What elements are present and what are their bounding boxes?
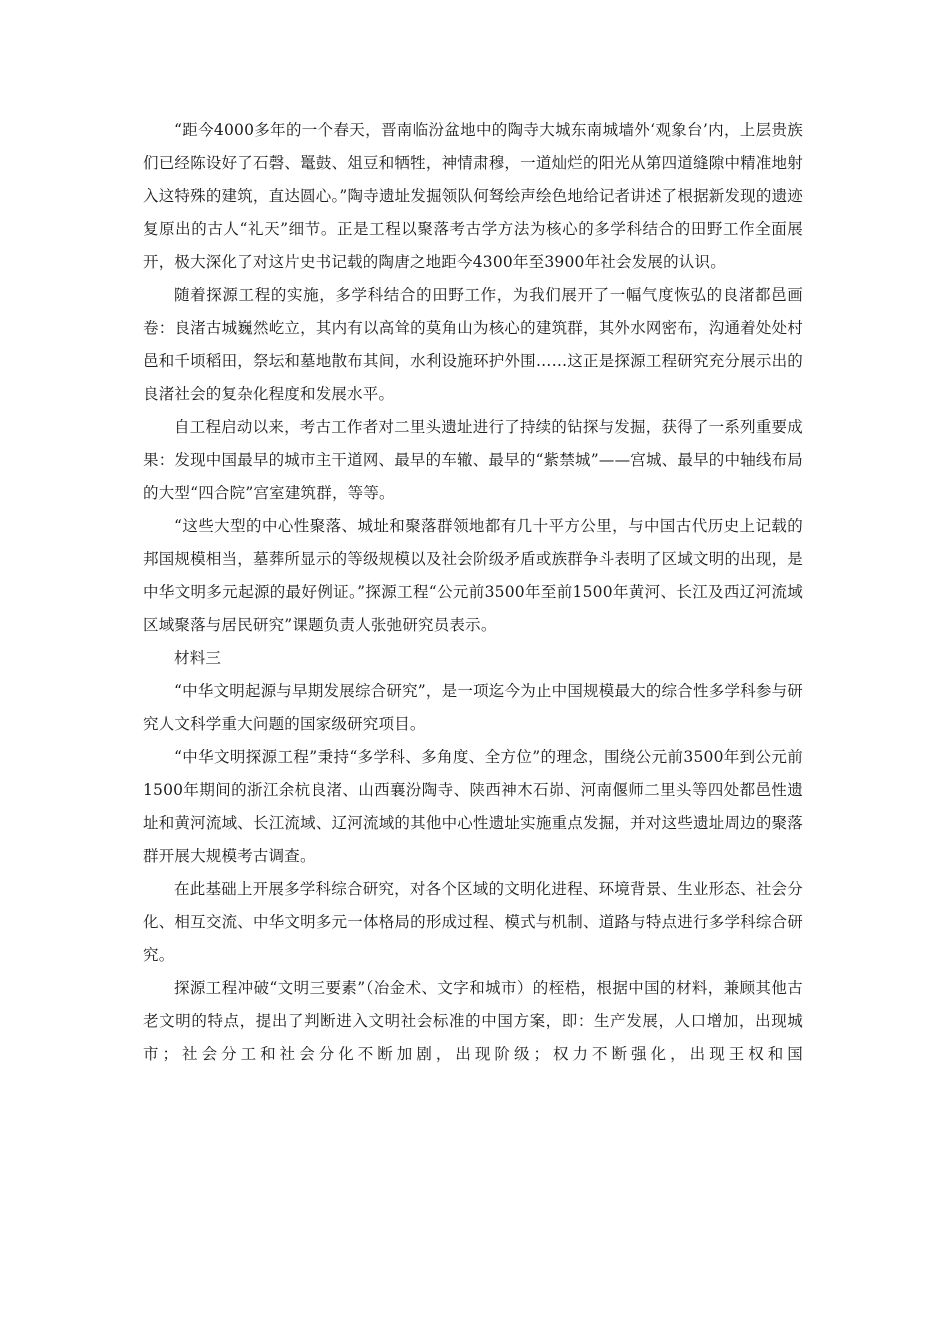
paragraph-taosi-observatory: “距今4000多年的一个春天，晋南临汾盆地中的陶寺大城东南城墙外‘观象台’内，上层贵族们已经陈设好了石磬、鼍鼓、俎豆和牺牲，神情肃穆，一道灿烂的阳光从第四道缝隙中精准地射入这特殊的建筑，直达圆心。”陶寺遗址发掘领队何驽绘声绘色地给记者讲述了根据新发现的遗迹复原出的古人“礼天”细节。正是工程以聚落考古学方法为核心的多学科结合的田野工作全面展开，极大深化了对这片史书记载的陶唐之地距今4300年至3900年社会发展的认识。	[143, 121, 803, 271]
paragraph-chinese-criteria: 探源工程冲破“文明三要素”（冶金术、文字和城市）的桎梏，根据中国的材料，兼顾其他古老文明的特点，提出了判断进入文明社会标准的中国方案，即：生产发展，人口增加，出现城市；社会分工和社会分化不断加剧，出现阶级；权力不断强化，出现王权和国	[143, 979, 803, 1063]
paragraph-liangzhu: 随着探源工程的实施，多学科结合的田野工作，为我们展开了一幅气度恢弘的良渚都邑画卷：良渚古城巍然屹立，其内有以高耸的莫角山为核心的建筑群，其外水网密布，沟通着处处村邑和千顷稻田，祭坛和墓地散布其间，水利设施环护外围……这正是探源工程研究充分展示出的良渚社会的复杂化程度和发展水平。	[143, 286, 803, 403]
paragraph-project-intro: “中华文明起源与早期发展综合研究”，是一项迄今为止中国规模最大的综合性多学科参与研究人文科学重大问题的国家级研究项目。	[143, 682, 803, 733]
paragraph-zhang-chi-quote: “这些大型的中心性聚落、城址和聚落群领地都有几十平方公里，与中国古代历史上记载的邦国规模相当，墓葬所显示的等级规模以及社会阶级矛盾或族群争斗表明了区域文明的出现，是中华文明多元起源的最好例证。”探源工程“公元前3500年至前1500年黄河、长江及西辽河流域区域聚落与居民研究”课题负责人张弛研究员表示。	[143, 517, 803, 634]
paragraph-project-concept: “中华文明探源工程”秉持“多学科、多角度、全方位”的理念，围绕公元前3500年到公元前1500年期间的浙江余杭良渚、山西襄汾陶寺、陕西神木石峁、河南偃师二里头等四处都邑性遗址和黄河流域、长江流域、辽河流域的其他中心性遗址实施重点发掘，并对这些遗址周边的聚落群开展大规模考古调查。	[143, 748, 803, 865]
document-body	[143, 114, 803, 1071]
section-heading-material-three: 材料三	[174, 649, 222, 667]
paragraph-multidisciplinary-research: 在此基础上开展多学科综合研究，对各个区域的文明化进程、环境背景、生业形态、社会分化、相互交流、中华文明多元一体格局的形成过程、模式与机制、道路与特点进行多学科综合研究。	[143, 880, 803, 964]
paragraph-erlitou: 自工程启动以来，考古工作者对二里头遗址进行了持续的钻探与发掘，获得了一系列重要成果：发现中国最早的城市主干道网、最早的车辙、最早的“紫禁城”——宫城、最早的中轴线布局的大型“四合院”宫室建筑群，等等。	[143, 418, 803, 502]
